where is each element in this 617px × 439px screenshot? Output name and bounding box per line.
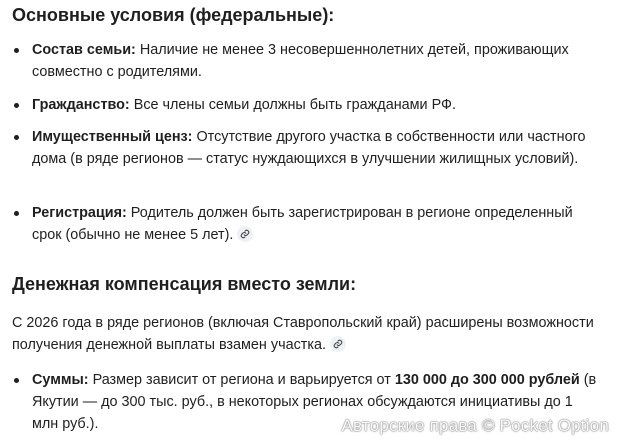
link-icon — [240, 229, 250, 239]
bullet — [14, 48, 19, 53]
bullet — [14, 378, 19, 383]
list-item-text: Состав семьи: Наличие не менее 3 несовершеннолетних детей, проживающих совместно с родителями. — [32, 42, 569, 80]
source-link-button[interactable] — [330, 336, 346, 352]
list-item-text: Суммы: Размер зависит от региона и варьируется от 130 000 до 300 000 рублей (в Якутии — до 300 тыс. руб., в некоторых регионах обсуждаются инициативы до 1 млн руб.). — [32, 372, 597, 432]
compensation-paragraph: С 2026 года в ряде регионов (включая Ставропольский край) расширены возможности получения денежной выплаты взамен участка. — [12, 315, 594, 353]
list-item-text: Гражданство: Все члены семьи должны быть гражданами РФ. — [32, 97, 456, 113]
bullet — [14, 211, 19, 216]
section-heading-money-compensation: Денежная компенсация вместо земли: — [12, 274, 357, 294]
bullet — [14, 103, 19, 108]
watermark: Авторские права © Pocket Option — [341, 416, 609, 435]
source-link-button[interactable] — [237, 226, 253, 242]
list-item-text: Регистрация: Родитель должен быть зарегистрирован в регионе определенный срок (обычно не менее 5 лет). — [32, 205, 573, 243]
bullet — [14, 135, 19, 140]
section-heading-basic-conditions: Основные условия (федеральные): — [12, 5, 335, 25]
link-icon — [333, 339, 343, 349]
list-item-text: Имущественный ценз: Отсутствие другого участка в собственности или частного дома (в ряде регионов — статус нуждающихся в улучшении жилищных условий). — [32, 129, 586, 167]
